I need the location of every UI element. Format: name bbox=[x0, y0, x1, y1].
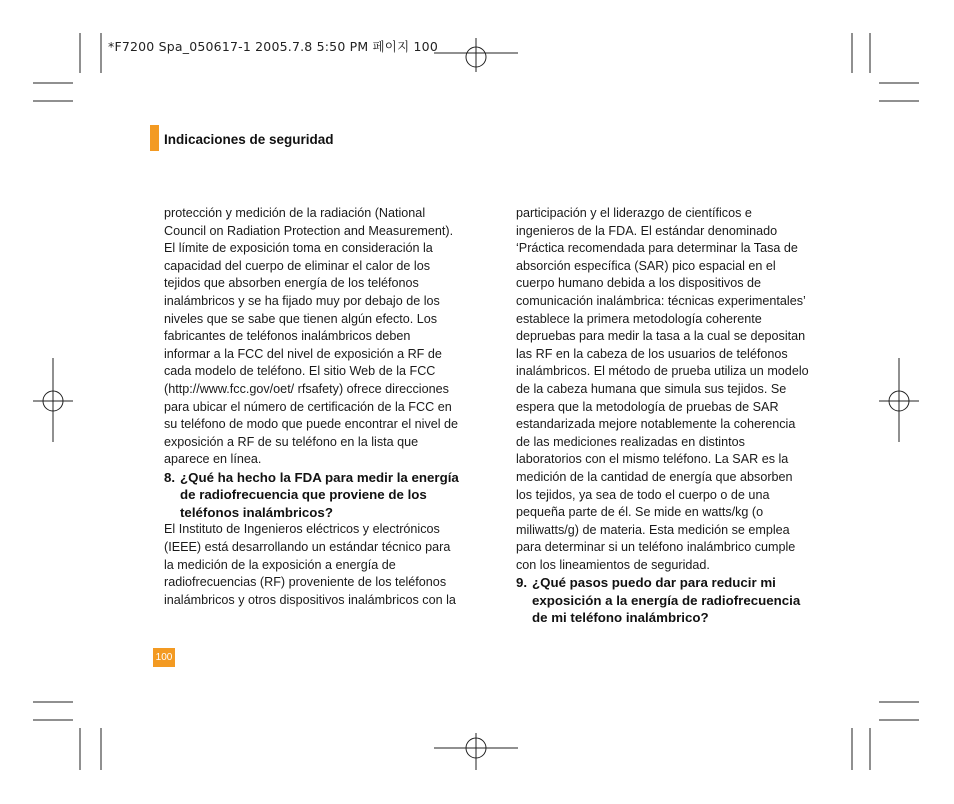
text-line: pequeña parte de él. Se mide en watts/kg (o bbox=[516, 505, 764, 520]
print-slug: *F7200 Spa_050617-1 2005.7.8 5:50 PM 페이지 100 bbox=[108, 39, 438, 54]
text-line: radiofrecuencias (RF) proveniente de los teléfonos bbox=[164, 575, 447, 590]
text-line: laboratorios con el mismo teléfono. La SAR es la bbox=[516, 452, 789, 467]
question-line: de mi teléfono inalámbrico? bbox=[532, 610, 709, 626]
question-line: de radiofrecuencia que proviene de los bbox=[180, 487, 427, 503]
text-line: las RF en la cabeza de los usuarios de teléfonos bbox=[516, 346, 788, 361]
text-line: inalámbricos y otros dispositivos inalámbricos con la bbox=[164, 592, 456, 607]
text-line: la medición de la exposición a energía de bbox=[164, 557, 396, 572]
text-line: Council on Radiation Protection and Measurement). bbox=[164, 223, 454, 238]
text-line: (IEEE) está desarrollando un estándar técnico para bbox=[164, 540, 451, 554]
question-line: exposición a la energía de radiofrecuencia bbox=[532, 592, 801, 608]
text-line: de la cabeza humana que simula sus tejidos. Se bbox=[516, 381, 787, 396]
text-line: establece la primera metodología coherente bbox=[516, 311, 762, 326]
text-line: aparece en línea. bbox=[164, 452, 262, 467]
text-line: con los lineamientos de seguridad. bbox=[516, 557, 710, 572]
question-8-heading bbox=[164, 469, 469, 522]
text-line: para ubicar el número de certificación de la FCC en bbox=[164, 399, 452, 414]
text-line: cuerpo humano debida a los dispositivos de bbox=[516, 276, 762, 291]
text-line: protección y medición de la radiación (National bbox=[164, 206, 426, 220]
intro-paragraph bbox=[164, 205, 469, 469]
right-column bbox=[516, 205, 828, 627]
text-line: niveles que se sabe que tienen algún efecto. Los bbox=[164, 311, 438, 326]
left-column bbox=[164, 205, 469, 609]
text-line: El Instituto de Ingenieros eléctricos y electrónicos bbox=[164, 522, 440, 537]
text-line: capacidad del cuerpo de eliminar el calor de los bbox=[164, 258, 431, 273]
text-line: exposición a RF de su teléfono en la lista que bbox=[164, 434, 419, 449]
text-line: estandarizada mejore notablemente la coherencia bbox=[516, 417, 796, 432]
body-paragraph bbox=[516, 205, 828, 574]
question-line: ¿Qué pasos puedo dar para reducir mi bbox=[532, 575, 776, 591]
text-line: miliwatts/g) de materia. Esta medición se emplea bbox=[516, 522, 790, 537]
text-line: espera que la metodología de pruebas de SAR bbox=[516, 399, 779, 414]
text-line: fabricantes de teléfonos inalámbricos deben bbox=[164, 329, 411, 344]
text-line: cada modelo de teléfono. El sitio Web de la FCC bbox=[164, 364, 436, 379]
question-number: 8. bbox=[164, 469, 176, 485]
text-line: inalámbricos y se ha fijado muy por debajo de los bbox=[164, 293, 440, 308]
question-number: 9. bbox=[516, 575, 528, 591]
text-line: de las mediciones realizadas en distintos bbox=[516, 434, 745, 449]
text-line: participación y el liderazgo de científicos e bbox=[516, 206, 752, 220]
text-line: informar a la FCC del nivel de exposición a RF de bbox=[164, 346, 442, 361]
question-line: teléfonos inalámbricos? bbox=[180, 504, 333, 520]
text-line: ingenieros de la FDA. El estándar denominado bbox=[516, 223, 778, 238]
text-line: su teléfono de modo que puede encontrar el nivel de bbox=[164, 417, 459, 432]
text-line: tejidos que absorben energía de los teléfonos bbox=[164, 276, 419, 291]
text-line: (http://www.fcc.gov/oet/ rfsafety) ofrece direcciones bbox=[164, 381, 449, 396]
text-line: depruebas para medir la tasa a la cual se depositan bbox=[516, 329, 806, 344]
text-line: El límite de exposición toma en consideración la bbox=[164, 241, 433, 256]
text-line: inalámbricos. El método de prueba utiliza un modelo bbox=[516, 364, 809, 379]
text-line: absorción específica (SAR) pico espacial en el bbox=[516, 258, 776, 273]
question-line: ¿Qué ha hecho la FDA para medir la energía bbox=[180, 469, 459, 485]
question-9-heading bbox=[516, 574, 828, 627]
text-line: para determinar si un teléfono inalámbrico cumple bbox=[516, 540, 796, 555]
text-line: comunicación inalámbrica: técnicas experimentales’ bbox=[516, 293, 806, 308]
section-title: Indicaciones de seguridad bbox=[164, 132, 334, 147]
header-accent-bar bbox=[150, 125, 159, 151]
text-line: ‘Práctica recomendada para determinar la Tasa de bbox=[516, 241, 798, 256]
text-line: los tejidos, ya sea de todo el cuerpo o de una bbox=[516, 487, 770, 502]
text-line: medición de la cantidad de energía que absorben bbox=[516, 469, 793, 484]
answer-8-paragraph bbox=[164, 521, 469, 609]
page-number-badge: 100 bbox=[153, 648, 175, 667]
